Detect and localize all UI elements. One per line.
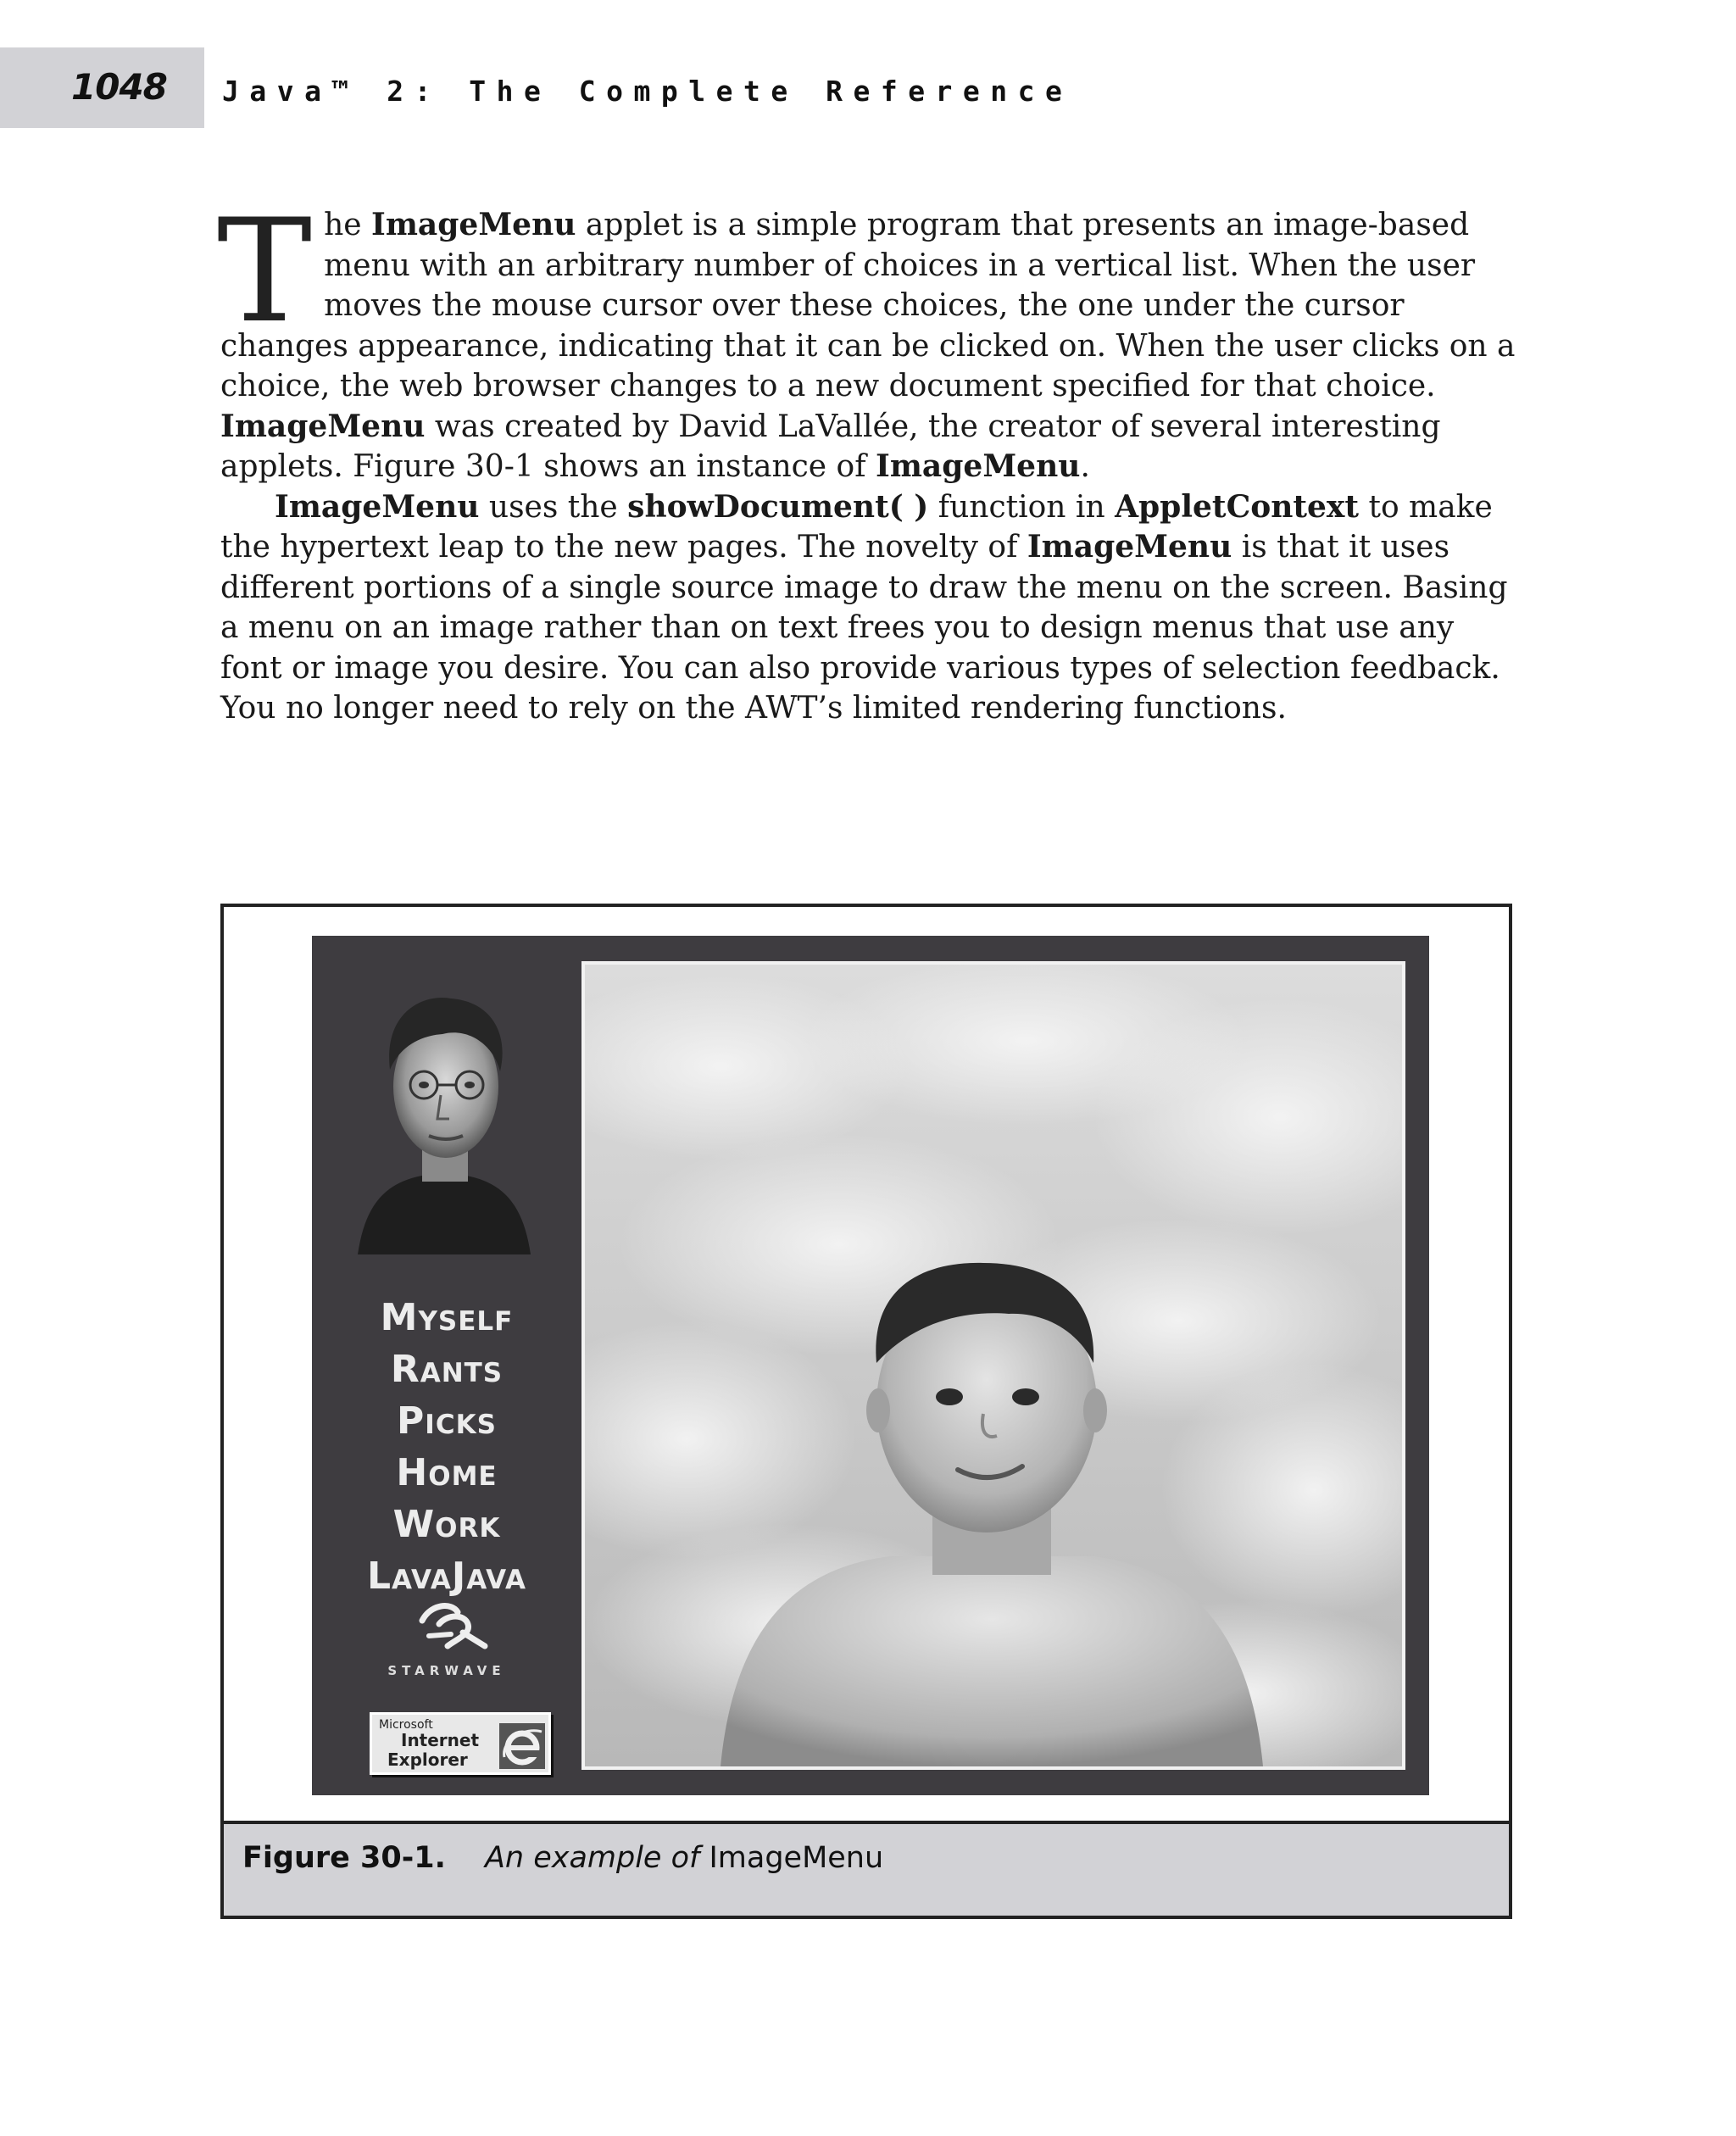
photo-panel xyxy=(581,961,1405,1770)
menu-item-rants[interactable]: Rants xyxy=(390,1348,504,1391)
caption-italic: An example of xyxy=(484,1841,700,1875)
author-portrait xyxy=(358,985,531,1254)
text-run: . xyxy=(1080,449,1090,484)
starwave-logo-icon[interactable] xyxy=(414,1595,490,1655)
menu-item-lavajava[interactable]: LavaJava xyxy=(367,1555,526,1598)
drop-cap: T xyxy=(217,188,313,354)
text-run: he xyxy=(324,208,371,242)
text-run: uses the xyxy=(479,489,628,525)
text-run: function in xyxy=(928,489,1116,525)
menu-item-home[interactable]: Home xyxy=(396,1451,498,1494)
text-run: to make the hypertext leap to the new pages. The novelty of xyxy=(220,489,1493,565)
figure-30-1 xyxy=(220,904,1512,1919)
figure-caption xyxy=(242,1841,883,1875)
text-run: applet is a simple program that presents an image-based menu with an arbitrary number of choices in a vertical list. When the user moves the mouse cursor over these choices, the one under the cursor changes appearance, indicating that it can be clicked on. When the user clicks on a choice, the web browser changes to a new document specified for that choice. xyxy=(220,208,1516,403)
code-term: ImageMenu xyxy=(220,408,426,444)
ie-badge-line3: Explorer xyxy=(387,1749,468,1770)
paragraph-1 xyxy=(217,188,1517,487)
menu-item-work[interactable]: Work xyxy=(392,1503,501,1546)
paragraph-2 xyxy=(220,487,1517,729)
internet-explorer-icon xyxy=(499,1723,545,1769)
internet-explorer-badge[interactable] xyxy=(370,1712,551,1775)
starwave-label: STARWAVE xyxy=(387,1663,506,1678)
text-run: was created by David LaVallée, the creator of several interesting applets. Figure 30-1 shows an instance of xyxy=(220,409,1441,484)
text-run: is that it uses different portions of a single source image to draw the menu on the screen. Basing a menu on an image rather than on text frees you to design menus that use any font or image you desire. You can also provide various types of selection feedback. You no longer need to rely on the AWT’s limited rendering functions. xyxy=(220,530,1508,726)
ie-badge-line2: Internet xyxy=(401,1730,480,1750)
code-term: ImageMenu xyxy=(1027,529,1232,565)
ie-badge-line1: Microsoft xyxy=(379,1718,433,1732)
menu-item-picks[interactable]: Picks xyxy=(397,1399,497,1443)
code-term: showDocument( ) xyxy=(627,488,929,525)
image-menu xyxy=(312,1292,581,1602)
child-sky-photo xyxy=(585,965,1402,1766)
menu-item-myself[interactable]: Myself xyxy=(380,1296,514,1339)
running-title: Java™ 2: The Complete Reference xyxy=(222,75,1073,108)
imagemenu-applet xyxy=(312,936,1429,1795)
page-number: 1048 xyxy=(71,66,167,108)
figure-caption-band xyxy=(224,1821,1509,1916)
code-term: ImageMenu xyxy=(275,488,480,525)
body-text xyxy=(217,188,1517,729)
code-term: ImageMenu xyxy=(876,448,1081,484)
code-term: ImageMenu xyxy=(371,207,576,242)
caption-term: ImageMenu xyxy=(699,1841,884,1875)
caption-label: Figure 30-1. xyxy=(242,1841,446,1875)
code-term: AppletContext xyxy=(1115,488,1360,525)
menu-column xyxy=(312,936,581,1795)
